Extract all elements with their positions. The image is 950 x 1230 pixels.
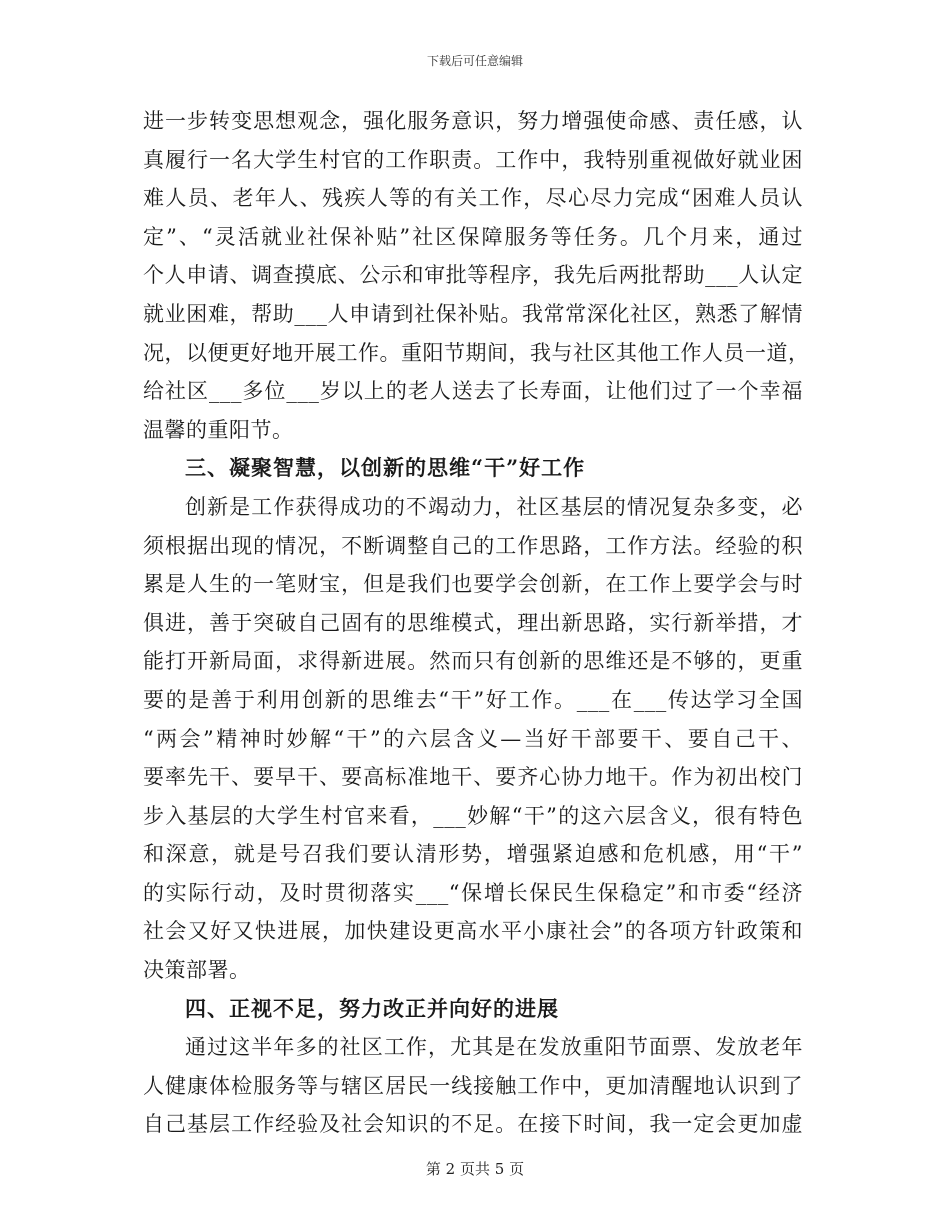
section-heading: 三、凝聚智慧，以创新的思维“干”好工作 xyxy=(185,455,586,481)
text-line: 真履行一名大学生村官的工作职责。工作中，我特别重视做好就业困 xyxy=(143,147,803,172)
page-header: 下载后可任意编辑 xyxy=(426,54,523,68)
text-line: 须根据出现的情况，不断调整自己的工作思路，工作方法。经验的积 xyxy=(143,533,803,558)
paragraph xyxy=(143,102,810,449)
text-line: 的实际行动，及时贯彻落实___“保增长保民生保稳定”和市委“经济 xyxy=(143,880,803,905)
text-line: 要的是善于利用创新的思维去“干”好工作。___在___传达学习全国 xyxy=(143,687,803,712)
text-line: 创新是工作获得成功的不竭动力，社区基层的情况复杂多变，必 xyxy=(185,494,803,519)
text-line: 人健康体检服务等与辖区居民一线接触工作中，更加清醒地认识到了 xyxy=(143,1073,803,1098)
text-line: 难人员、老年人、残疾人等的有关工作，尽心尽力完成“困难人员认 xyxy=(143,186,803,211)
text-line: “两会”精神时妙解“干”的六层含义—当好干部要干、要自己干、 xyxy=(143,726,803,751)
text-line: 况，以便更好地开展工作。重阳节期间，我与社区其他工作人员一道， xyxy=(143,340,810,365)
paragraph xyxy=(143,488,803,990)
text-line: 步入基层的大学生村官来看，___妙解“干”的这六层含义，很有特色 xyxy=(143,803,803,828)
text-line: 通过这半年多的社区工作，尤其是在发放重阳节面票、发放老年 xyxy=(185,1035,803,1060)
text-line: 自己基层工作经验及社会知识的不足。在接下时间，我一定会更加虚 xyxy=(143,1112,803,1137)
text-line: 定”、“灵活就业社保补贴”社区保障服务等任务。几个月来，通过 xyxy=(143,224,803,249)
document-body xyxy=(143,102,810,1144)
text-line: 能打开新局面，求得新进展。然而只有创新的思维还是不够的，更重 xyxy=(143,649,803,674)
text-line: 俱进，善于突破自己固有的思维模式，理出新思路，实行新举措，才 xyxy=(143,610,803,635)
text-line: 社会又好又快进展，加快建设更高水平小康社会”的各项方针政策和 xyxy=(143,919,803,944)
text-line: 个人申请、调查摸底、公示和审批等程序，我先后两批帮助___人认定 xyxy=(143,263,803,288)
text-line: 进一步转变思想观念，强化服务意识，努力增强使命感、责任感，认 xyxy=(143,109,803,133)
text-line: 和深意，就是号召我们要认清形势，增强紧迫感和危机感，用“干” xyxy=(143,842,803,867)
text-line: 决策部署。 xyxy=(143,958,251,983)
text-line: 累是人生的一笔财宝，但是我们也要学会创新，在工作上要学会与时 xyxy=(143,572,803,597)
text-line: 温馨的重阳节。 xyxy=(143,417,294,442)
text-line: 要率先干、要早干、要高标准地干、要齐心协力地干。作为初出校门 xyxy=(143,765,803,790)
page-footer: 第 2 页共 5 页 xyxy=(425,1160,525,1178)
text-line: 给社区___多位___岁以上的老人送去了长寿面，让他们过了一个幸福 xyxy=(143,379,803,404)
section-heading: 四、正视不足，努力改正并向好的进展 xyxy=(185,995,559,1021)
paragraph xyxy=(143,1028,803,1144)
text-line: 就业困难，帮助___人申请到社保补贴。我常常深化社区，熟悉了解情 xyxy=(143,301,803,326)
